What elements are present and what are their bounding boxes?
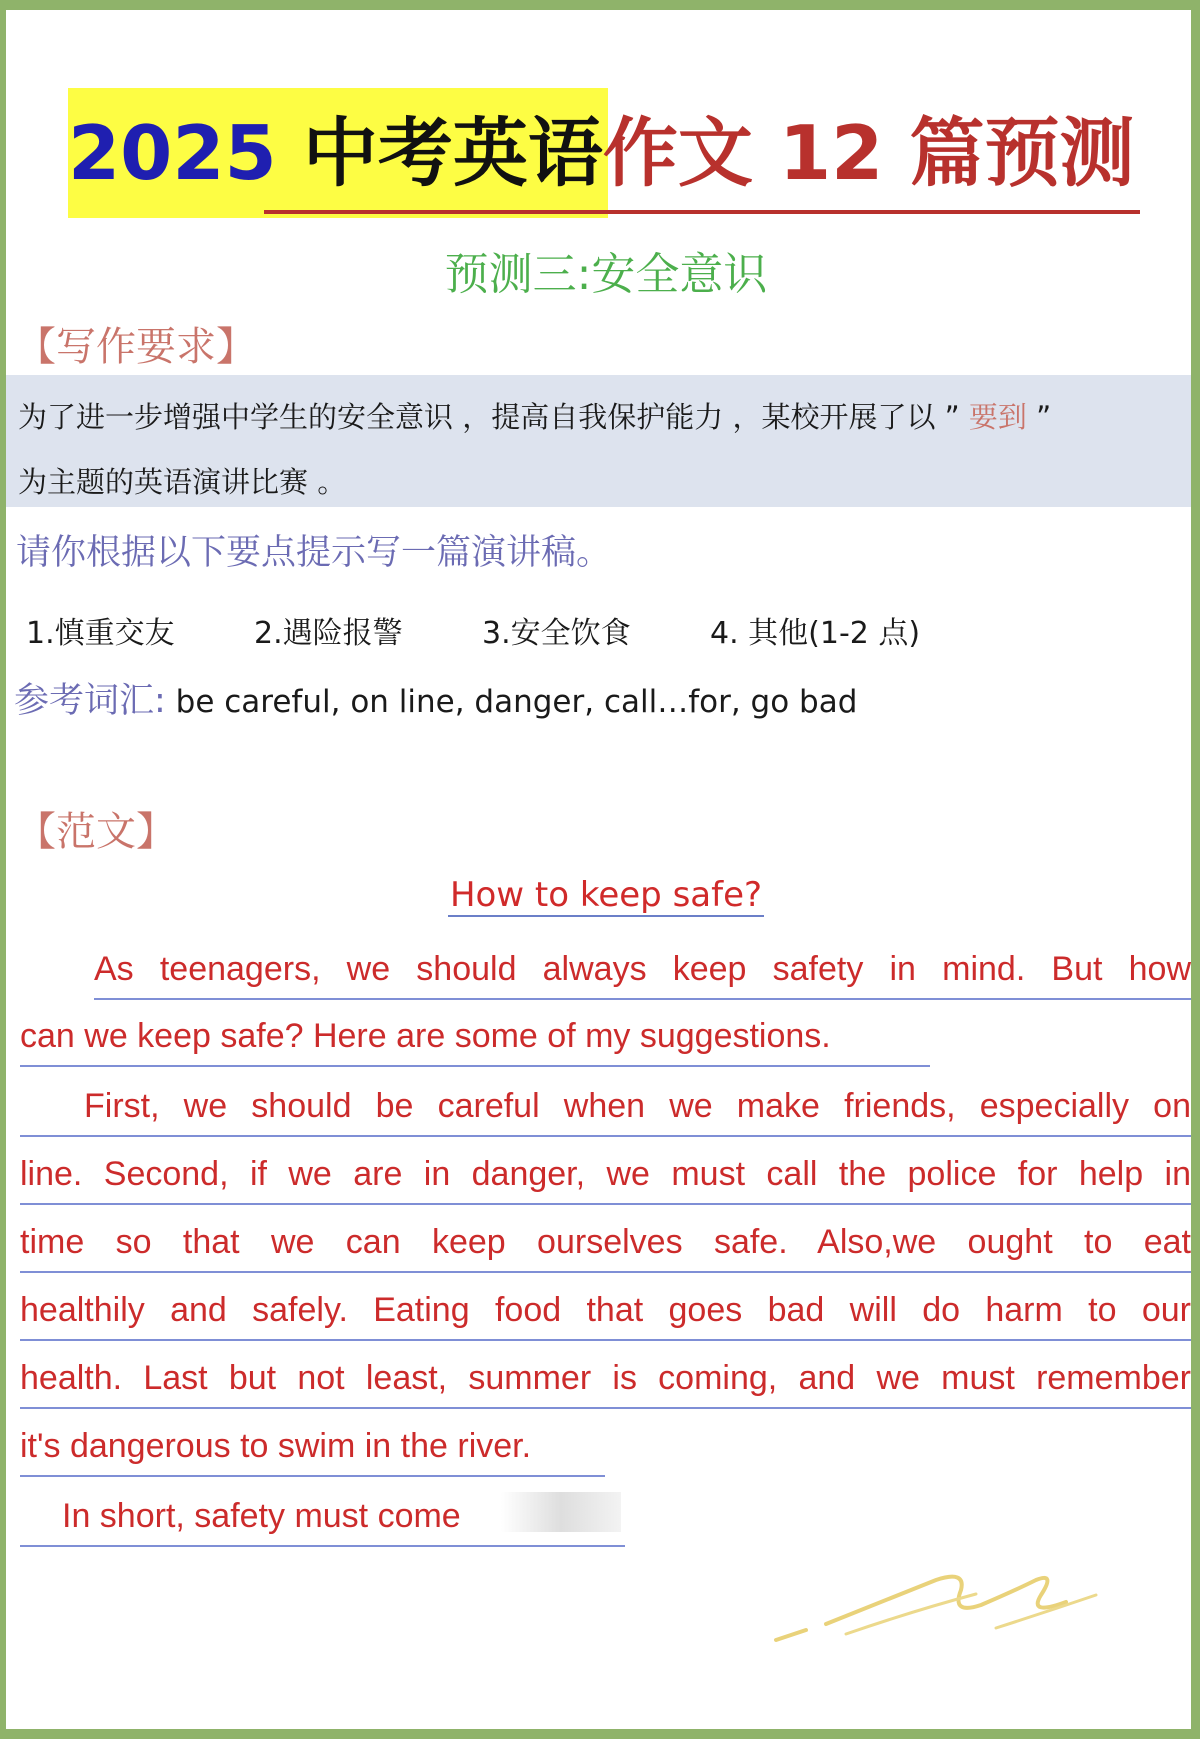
essay-line: healthily and safely. Eating food that goes bad will do harm to our bbox=[20, 1281, 1191, 1341]
title-topic: 作文 12 篇预测 bbox=[602, 109, 1135, 197]
document-page bbox=[6, 10, 1191, 1729]
essay-line: First, we should be careful when we make friends, especially on bbox=[20, 1077, 1191, 1137]
key-points bbox=[26, 608, 920, 652]
requirements-topic-highlight: 要到 bbox=[968, 400, 1027, 434]
requirements-line-1-end: ” bbox=[1026, 400, 1052, 434]
requirements-line-1 bbox=[18, 395, 1051, 436]
essay-line: health. Last but not least, summer is coming, and we must remember bbox=[20, 1349, 1191, 1409]
title-underline bbox=[264, 210, 1140, 214]
requirements-heading: 【写作要求】 bbox=[16, 324, 256, 370]
vocabulary-label: 参考词汇: bbox=[14, 681, 166, 721]
page-title bbox=[68, 88, 1158, 218]
key-point: 4. 其他(1-2 点) bbox=[710, 616, 921, 651]
key-point: 3.安全饮食 bbox=[482, 616, 631, 651]
page-subtitle: 预测三:安全意识 bbox=[444, 249, 768, 300]
essay-line: can we keep safe? Here are some of my suggestions. bbox=[20, 1007, 930, 1067]
essay-line: it's dangerous to swim in the river. bbox=[20, 1417, 605, 1477]
essay-line: In short, safety must come bbox=[20, 1487, 625, 1547]
requirements-line-1-text: 为了进一步增强中学生的安全意识 ，提高自我保护能力 ，某校开展了以 ” bbox=[18, 400, 969, 434]
key-point: 1.慎重交友 bbox=[26, 616, 175, 651]
key-point: 2.遇险报警 bbox=[254, 616, 403, 651]
writing-prompt: 请你根据以下要点提示写一篇演讲稿。 bbox=[16, 533, 612, 573]
reference-vocabulary bbox=[14, 673, 857, 723]
essay-line: line. Second, if we are in danger, we must call the police for help in bbox=[20, 1145, 1191, 1205]
essay-line: As teenagers, we should always keep safety in mind. But how bbox=[94, 940, 1191, 1000]
essay-title bbox=[6, 875, 1191, 915]
title-exam: 中考英语 bbox=[276, 109, 603, 197]
essay-title-text: How to keep safe? bbox=[449, 875, 763, 915]
vocabulary-text: be careful, on line, danger, call…for, go bad bbox=[165, 684, 858, 720]
blurred-text-fade bbox=[501, 1492, 621, 1532]
decorative-swirl-icon bbox=[766, 1550, 1126, 1660]
title-year: 2025 bbox=[68, 109, 277, 197]
essay-line: time so that we can keep ourselves safe. Also,we ought to eat bbox=[20, 1213, 1191, 1273]
requirements-line-2: 为主题的英语演讲比赛 。 bbox=[18, 465, 347, 499]
model-essay-heading: 【范文】 bbox=[16, 809, 176, 855]
